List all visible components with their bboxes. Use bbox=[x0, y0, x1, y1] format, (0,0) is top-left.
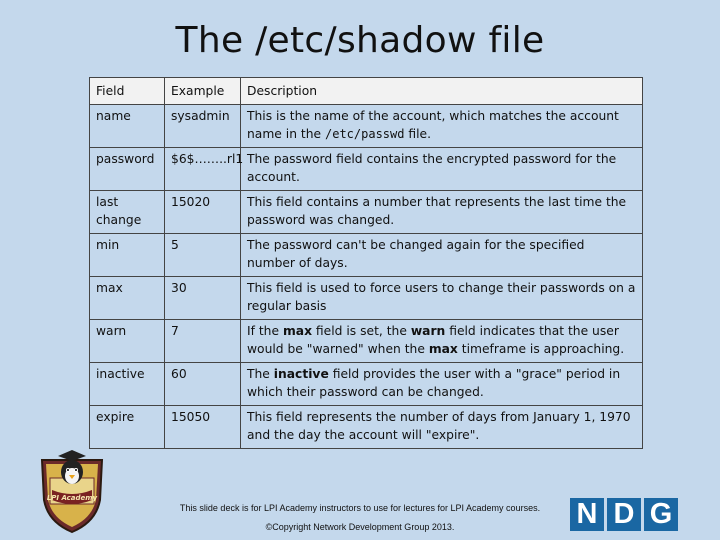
cell-example: 7 bbox=[165, 320, 241, 363]
ndg-letter-g: G bbox=[644, 498, 678, 531]
cell-example: sysadmin bbox=[165, 105, 241, 148]
desc-text: If the bbox=[247, 324, 283, 338]
cell-field: last change bbox=[90, 191, 165, 234]
footer-copyright: ©Copyright Network Development Group 2013. bbox=[265, 522, 455, 532]
cell-description bbox=[241, 363, 643, 406]
cell-example: 5 bbox=[165, 234, 241, 277]
table-row bbox=[90, 148, 643, 191]
cell-description: This field contains a number that represents the last time the password was changed. bbox=[241, 191, 643, 234]
cell-description: The password can't be changed again for the specified number of days. bbox=[241, 234, 643, 277]
cell-field: expire bbox=[90, 406, 165, 449]
desc-keyword: inactive bbox=[273, 367, 329, 381]
cell-description bbox=[241, 105, 643, 148]
table-row bbox=[90, 406, 643, 449]
ndg-letter-d: D bbox=[607, 498, 641, 531]
table-row bbox=[90, 320, 643, 363]
cell-description bbox=[241, 320, 643, 363]
footer-notice: This slide deck is for LPI Academy instructors to use for lectures for LPI Academy courses. bbox=[179, 503, 541, 513]
desc-keyword: max bbox=[428, 342, 458, 356]
cell-field: name bbox=[90, 105, 165, 148]
cell-example: 60 bbox=[165, 363, 241, 406]
desc-text: timeframe is approaching. bbox=[457, 342, 625, 356]
cell-example: 15020 bbox=[165, 191, 241, 234]
cell-example: 30 bbox=[165, 277, 241, 320]
ndg-letter-n: N bbox=[570, 498, 604, 531]
desc-text: The bbox=[247, 367, 274, 381]
table-row bbox=[90, 277, 643, 320]
table-header-row bbox=[90, 78, 643, 105]
table-row bbox=[90, 234, 643, 277]
header-description: Description bbox=[241, 78, 643, 105]
cell-example: 15050 bbox=[165, 406, 241, 449]
header-field: Field bbox=[90, 78, 165, 105]
cell-field: min bbox=[90, 234, 165, 277]
lpi-logo-label: LPI Academy bbox=[46, 494, 98, 502]
desc-code: /etc/passwd bbox=[325, 127, 405, 141]
cell-description: This field represents the number of days from January 1, 1970 and the day the account will "expire". bbox=[241, 406, 643, 449]
cell-example: $6$……..rl1 bbox=[165, 148, 241, 191]
table-row bbox=[90, 105, 643, 148]
desc-text: This is the name of the account, which matches the account name in the bbox=[247, 109, 619, 141]
cell-field: max bbox=[90, 277, 165, 320]
cell-field: inactive bbox=[90, 363, 165, 406]
desc-text: field provides the user with a "grace" period in which their password can be changed. bbox=[247, 367, 621, 399]
desc-keyword: max bbox=[282, 324, 313, 338]
cell-field: warn bbox=[90, 320, 165, 363]
header-example: Example bbox=[165, 78, 241, 105]
slide-title: The /etc/shadow file bbox=[175, 20, 545, 61]
desc-text: field is set, the bbox=[312, 324, 411, 338]
table-row bbox=[90, 363, 643, 406]
cell-description: The password field contains the encrypted password for the account. bbox=[241, 148, 643, 191]
desc-text: field indicates that the user would be "warned" when the bbox=[247, 324, 619, 356]
cell-field: password bbox=[90, 148, 165, 191]
shadow-fields-table bbox=[89, 77, 643, 449]
desc-keyword: warn bbox=[410, 324, 446, 338]
table-row bbox=[90, 191, 643, 234]
cell-description: This field is used to force users to change their passwords on a regular basis bbox=[241, 277, 643, 320]
ndg-logo bbox=[570, 498, 678, 531]
desc-text: file. bbox=[404, 127, 432, 141]
